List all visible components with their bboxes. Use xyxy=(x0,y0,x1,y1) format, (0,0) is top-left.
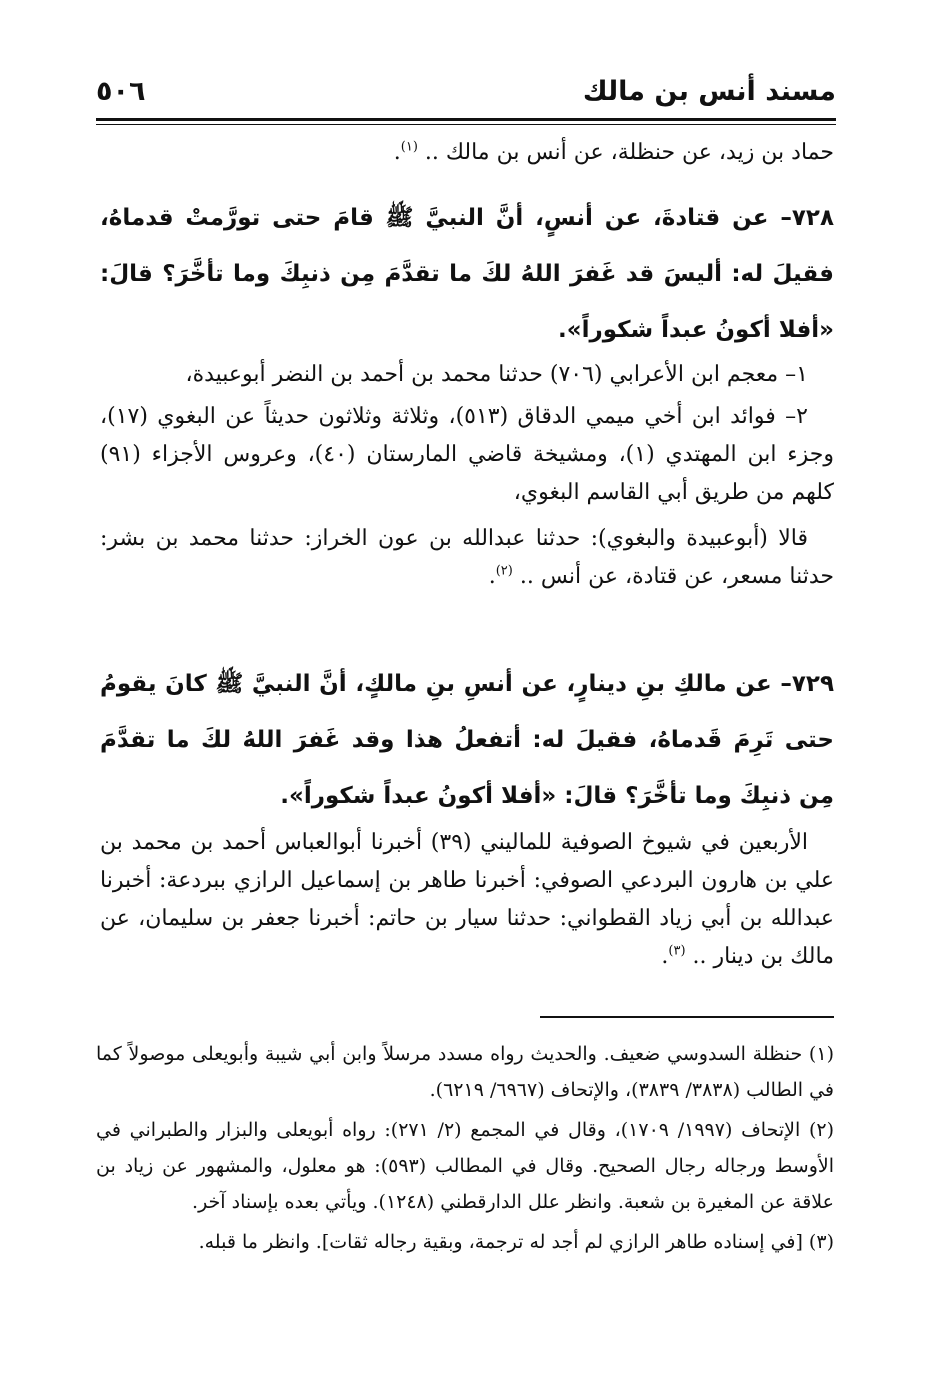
isnad-728: قالا (أبوعبيدة والبغوي): حدثنا عبدالله بن عون الخراز: حدثنا محمد بن بشر: حدثنا مسعر، عن قتادة، عن أنس .. $^{(٢)}$. xyxy=(100,526,834,589)
hadith-728-text: ٧٢٨– عن قتادةَ، عن أنسٍ، أنَّ النبيَّ ﷺ قامَ حتى تورَّمتْ قدماهُ، فقيلَ له: أليسَ قد غَفرَ اللهُ لكَ ما تقدَّمَ مِن ذنبِكَ وما تأخَّرَ؟ قالَ: «أفلا أكونُ عبداً شكوراً». xyxy=(100,205,834,343)
footnote-3: (٣) [في إسناده طاهر الرازي لم أجد له ترجمة، وبقية رجاله ثقات]. وانظر ما قبله. xyxy=(198,1231,834,1253)
isnad-729: الأربعين في شيوخ الصوفية للماليني (٣٩) أخبرنا أبوالعباس أحمد بن محمد بن علي بن هارون البردعي الصوفي: أخبرنا طاهر بن إسماعيل الرازي ببردعة: أخبرنا عبدالله بن أبي زياد القطواني: حدثنا سيار بن حاتم: أخبرنا جعفر بن سليمان، عن مالك بن دينار .. $^{(٣)}$. xyxy=(100,830,834,969)
takhrij-728 xyxy=(100,356,834,596)
source-2: ٢– فوائد ابن أخي ميمي الدقاق (٥١٣)، وثلاثة وثلاثون حديثاً عن البغوي (١٧)، وجزء ابن المهتدي (١)، ومشيخة قاضي المارستان (٤٠)، وعروس الأجزاء (٩١) كلهم من طريق أبي القاسم البغوي، xyxy=(100,404,834,505)
header-rule-thin xyxy=(96,124,836,125)
footnotes xyxy=(96,1036,834,1264)
footnote-ref-1: (١) xyxy=(400,139,418,155)
hadith-729-text: ٧٢٩– عن مالكِ بنِ دينارٍ، عن أنسِ بنِ مالكٍ، أنَّ النبيَّ ﷺ كانَ يقومُ حتى تَرِمَ قَدماهُ، فقيلَ له: أتفعلُ هذا وقد غَفرَ اللهُ لكَ ما تقدَّمَ مِن ذنبِكَ وما تأخَّرَ؟ قالَ: «أفلا أكونُ عبداً شكوراً». xyxy=(100,671,834,809)
body-text xyxy=(100,134,834,172)
header-rule xyxy=(96,118,836,121)
footnote-ref-3: (٣) xyxy=(668,943,686,959)
page-number: ٥٠٦ xyxy=(96,76,146,107)
running-title: مسند أنس بن مالك xyxy=(582,76,836,107)
footnote-separator xyxy=(540,1016,834,1018)
hadith-729 xyxy=(100,656,834,824)
footnote-ref-2: (٢) xyxy=(495,563,513,579)
footnote-2: (٢) الإتحاف (١٩٩٧/ ١٧٠٩)، وقال في المجمع (٢/ ٢٧١): رواه أبويعلى والبزار والطبراني في الأوسط ورجاله رجال الصحيح. وقال في المطالب (٥٩٣): هو معلول، والمشهور عن زياد بن علاقة عن المغيرة بن شعبة. وانظر علل الدارقطني (١٢٤٨). ويأتي بعده بإسناد آخر. xyxy=(96,1119,834,1213)
hadith-728 xyxy=(100,190,834,358)
page-header xyxy=(96,70,836,118)
source-1: ١– معجم ابن الأعرابي (٧٠٦) حدثنا محمد بن أحمد بن النضر أبوعبيدة، xyxy=(185,362,808,387)
takhrij-729 xyxy=(100,824,834,976)
footnote-1: (١) حنظلة السدوسي ضعيف. والحديث رواه مسدد مرسلاً وابن أبي شيبة وأبويعلى موصولاً كما في الطالب (٣٨٣٨/ ٣٨٣٩)، والإتحاف (٦٩٦٧/ ٦٢١٩). xyxy=(96,1043,834,1101)
paragraph-continuation: حماد بن زيد، عن حنظلة، عن أنس بن مالك .. $^{(١)}$. xyxy=(393,139,834,165)
